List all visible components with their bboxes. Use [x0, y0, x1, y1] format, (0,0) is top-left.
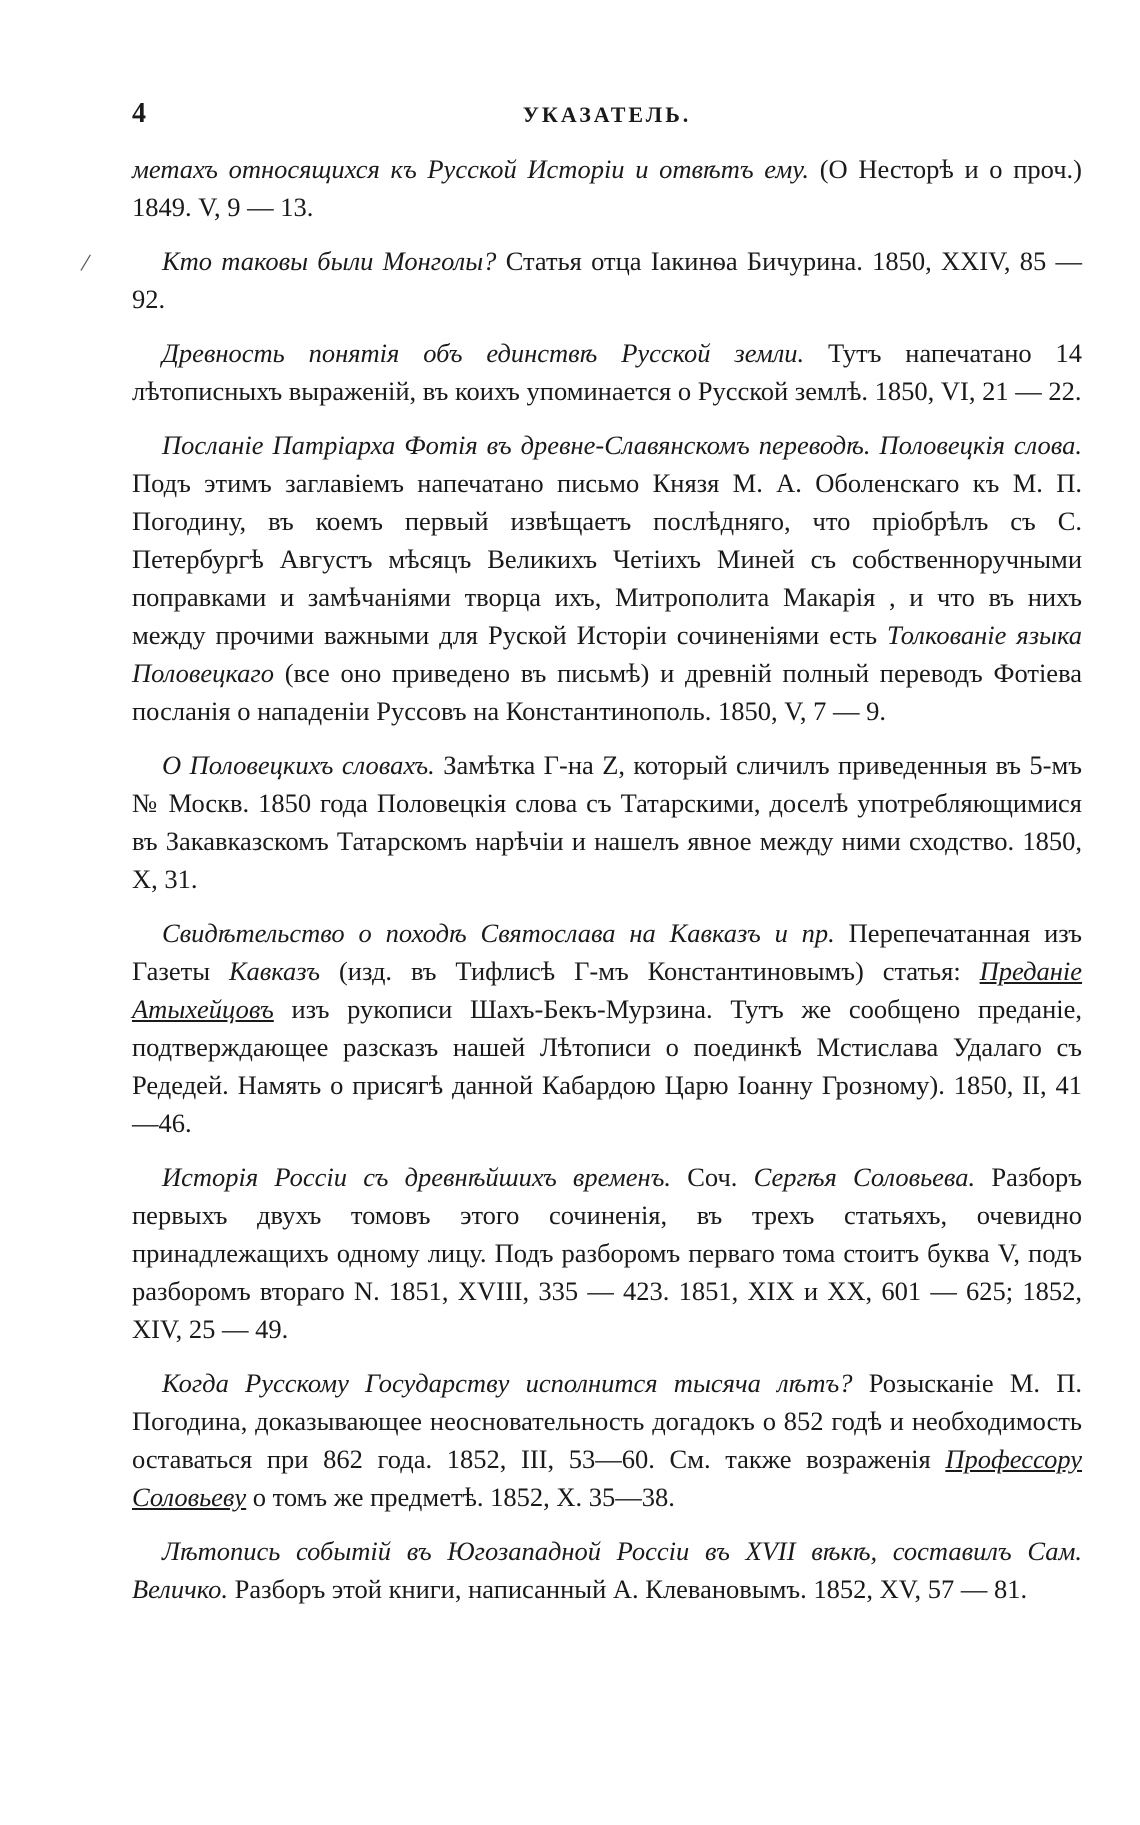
entry-title: О Половецкихъ словахъ. — [162, 750, 435, 780]
entry-title: Кто таковы были Монголы? — [162, 246, 497, 276]
entry-title: Исторія Россіи съ древнѣйшихъ временъ. — [162, 1162, 671, 1192]
entry-text: Разборъ первыхъ двухъ томовъ этого сочиненія, въ трехъ статьяхъ, очевидно принадлежащихъ одному лицу. Подъ разборомъ перваго тома стоитъ буква V, подъ разборомъ втораго N. 1851, XVIII, 335 — 423. 1851, XIX и XX, 601 — 625; 1852, XIV, 25 — 49. — [132, 1162, 1082, 1344]
entry-subtitle: Толкованіе языка Половецкаго — [132, 620, 1082, 688]
entry-title: метахъ относящихся къ Русской Исторіи и отвѣтъ ему. — [132, 154, 810, 184]
index-entry — [132, 150, 1082, 226]
index-entry — [132, 1364, 1082, 1516]
entry-text: (изд. въ Тифлисѣ Г-мъ Константиновымъ) статья: — [320, 956, 980, 986]
entry-title: Свидѣтельство о походѣ Святослава на Кавказъ и пр. — [162, 918, 835, 948]
entry-title: Посланіе Патріарха Фотія въ древне-Славянскомъ переводѣ. Половецкія слова. — [162, 430, 1082, 460]
entry-text: Соч. — [671, 1162, 754, 1192]
running-title: УКАЗАТЕЛЬ. — [522, 102, 692, 127]
entry-text: о томъ же предметѣ. 1852, X. 35—38. — [246, 1482, 675, 1512]
page-header — [132, 98, 1082, 138]
entry-text: изъ рукописи Шахъ-Бекъ-Мурзина. Тутъ же сообщено преданіе, подтверждающее разсказъ нашей Лѣтописи о поединкѣ Мстислава Удалаго съ Редедей. Намять о присягѣ данной Кабардою Царю Іоанну Грозному). 1850, II, 41—46. — [132, 994, 1082, 1138]
index-entry — [132, 334, 1082, 410]
entry-text: (все оно приведено въ письмѣ) и древній полный переводъ Фотіева посланія о нападеніи Руссовъ на Константинополь. 1850, V, 7 — 9. — [132, 658, 1082, 726]
entry-subtitle: Профессору Соловьеву — [132, 1444, 1082, 1512]
entry-text: Розысканіе М. П. Погодина, доказывающее неосновательность догадокъ о 852 годѣ и необходимость оставаться при 862 года. 1852, III, 53—60. См. также возраженія — [132, 1368, 1082, 1474]
entry-text: Разборъ этой книги, написанный А. Клевановымъ. 1852, XV, 57 — 81. — [228, 1574, 1028, 1604]
entry-title: Древность понятія объ единствѣ Русской земли. — [162, 338, 805, 368]
index-entry — [132, 242, 1082, 318]
index-entry — [132, 1158, 1082, 1348]
entry-subtitle: Сергѣя Соловьева. — [753, 1162, 976, 1192]
index-entry — [132, 746, 1082, 898]
entry-text: Перепечатанная изъ Газеты — [132, 918, 1082, 986]
index-entries — [132, 150, 1082, 1624]
entry-title: Лѣтопись событій въ Югозападной Россіи въ XVII вѣкѣ, составилъ Сам. Величко. — [132, 1536, 1082, 1604]
entry-subtitle: Преданіе Атыхейцовъ — [132, 956, 1083, 1024]
entry-text: Подъ этимъ заглавіемъ напечатано письмо Князя М. А. Оболенскаго къ М. П. Погодину, въ коемъ первый извѣщаетъ послѣдняго, что пріобрѣлъ съ С. Петербургѣ Августъ мѣсяцъ Великихъ Четіихъ Миней съ собственноручными поправками и замѣчаніями творца ихъ, Митрополита Макарія , и что въ нихъ между прочими важными для Руской Исторіи сочиненіями есть — [132, 468, 1082, 650]
entry-subtitle: Кавказъ — [228, 956, 321, 986]
index-entry — [132, 1532, 1082, 1608]
index-entry — [132, 914, 1082, 1142]
entry-text: (О Несторѣ и о проч.) 1849. V, 9 — 13. — [132, 154, 1082, 222]
index-entry — [132, 426, 1082, 730]
margin-pencil-mark: / — [79, 247, 93, 278]
page-number: 4 — [132, 98, 146, 129]
entry-title: Когда Русскому Государству исполнится тысяча лѣтъ? — [162, 1368, 853, 1398]
entry-text: Тутъ напечатано 14 лѣтописныхъ выраженій, въ коихъ упоминается о Русской землѣ. 1850, VI, 21 — 22. — [132, 338, 1082, 406]
entry-text: Статья отца Іакинѳа Бичурина. 1850, XXIV, 85 — 92. — [132, 246, 1082, 314]
entry-text: Замѣтка Г-на Z, который сличилъ приведенныя въ 5-мъ № Москв. 1850 года Половецкія слова съ Татарскими, доселѣ употребляющимися въ Закавказскомъ Татарскомъ нарѣчіи и нашелъ явное между ними сходство. 1850, X, 31. — [132, 750, 1082, 894]
